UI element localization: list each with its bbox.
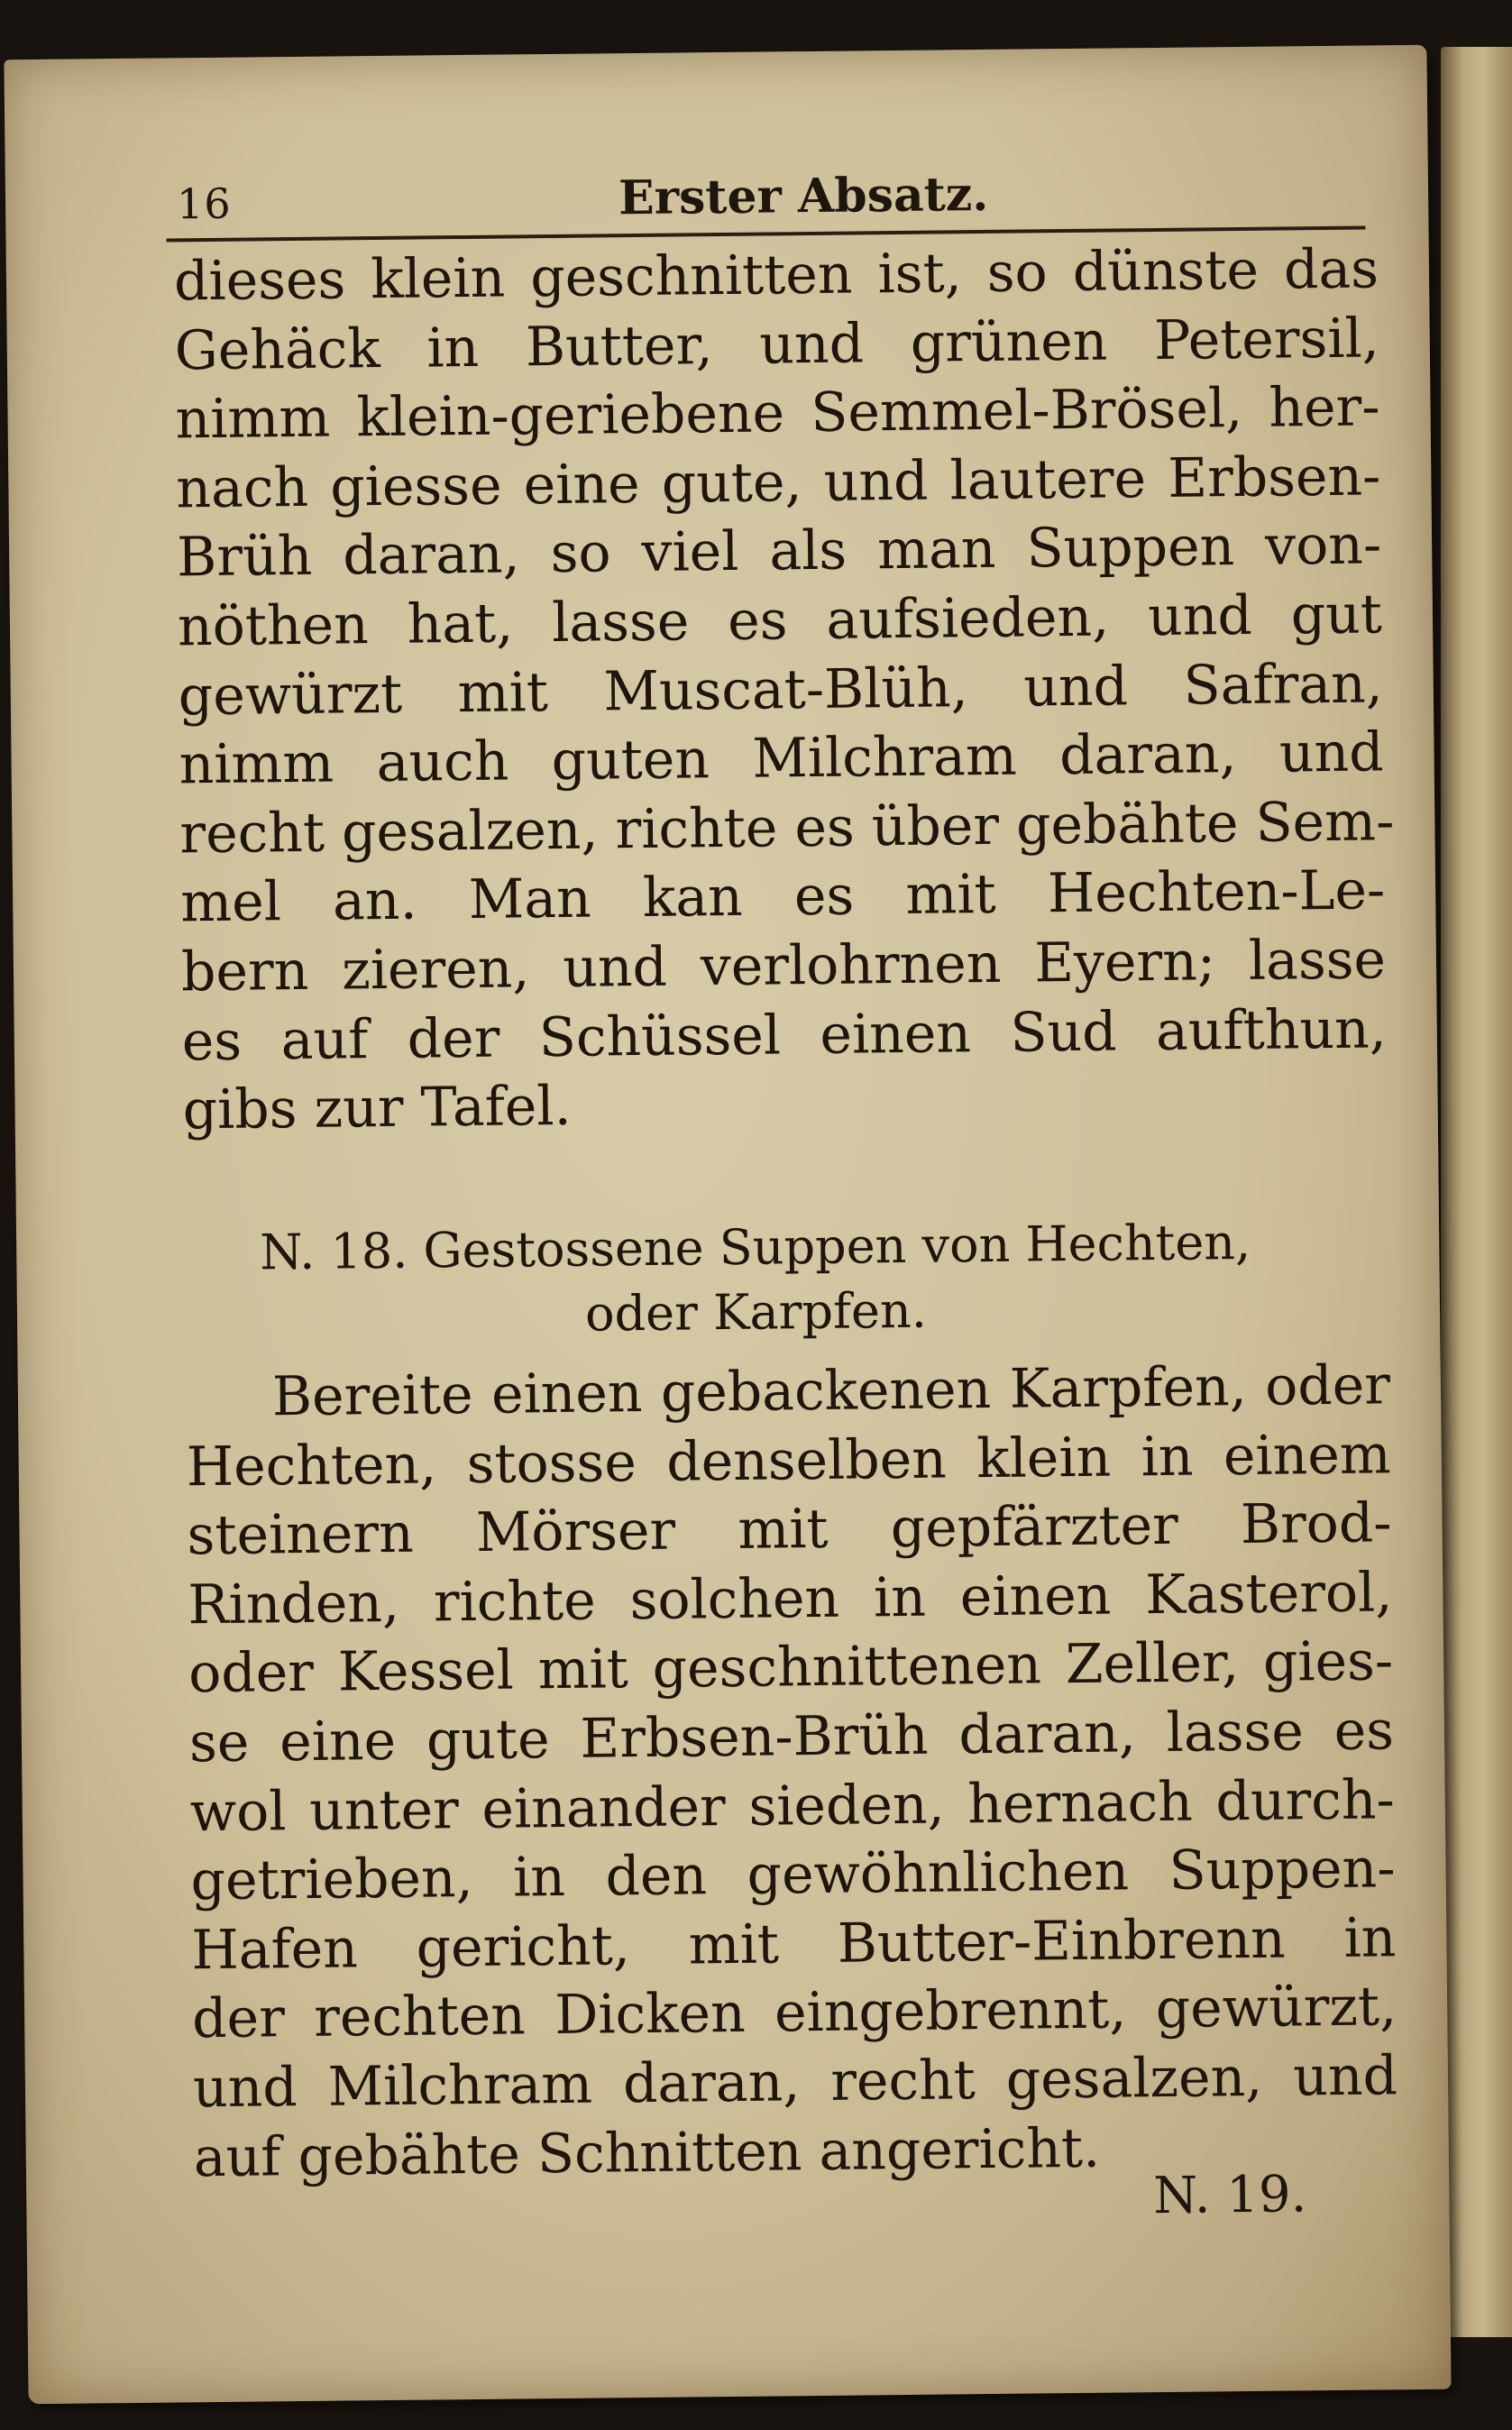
text-line: bern zieren, und verlohrnen Eyern; lasse	[180, 928, 1387, 1004]
text-line: auf gebähte Schnitten angericht.	[193, 2116, 1101, 2189]
text-line: nimm auch guten Milchram daran, und	[179, 720, 1384, 797]
text-line: gibs zur Tafel.	[182, 1074, 572, 1142]
text-line: Bereite einen gebackenen Karpfen, oder	[271, 1353, 1391, 1429]
text-line: Hafen gericht, mit Butter-Einbrenn in	[191, 1906, 1397, 1983]
text-line: der rechten Dicken eingebrennt, gewürzt,	[191, 1975, 1397, 2051]
text-line: nach giesse eine gute, und lautere Erbsen-	[176, 445, 1381, 521]
text-line: gewürzt mit Muscat-Blüh, und Safran,	[178, 651, 1384, 728]
text-line: dieses klein geschnitten ist, so dünste das	[173, 237, 1379, 314]
text-line: Brüh daran, so viel als man Suppen von-	[176, 513, 1382, 590]
paragraph-continued	[173, 234, 1395, 1145]
running-head: Erster Absatz.	[618, 166, 989, 226]
recipe-paragraph	[186, 1351, 1399, 2192]
text-line: steinern Mörser mit gepfärzter Brod-	[187, 1491, 1392, 1568]
text-line: recht gesalzen, richte es über gebähte Sem-	[179, 789, 1395, 867]
heading-line: N. 18. Gestossene Suppen von Hechten,	[259, 1213, 1251, 1281]
text-line: oder Kessel mit geschnittenen Zeller, gies-	[188, 1629, 1394, 1706]
text-line: es auf der Schüssel einen Sud aufthun,	[181, 996, 1388, 1073]
heading-line: oder Karpfen.	[584, 1281, 928, 1343]
text-line: und Milchram daran, recht gesalzen, und	[192, 2044, 1398, 2121]
facing-page-edge	[1441, 47, 1512, 2337]
catchword: N. 19.	[1152, 2165, 1307, 2226]
text-line: getrieben, in den gewöhnlichen Suppen-	[190, 1837, 1396, 1913]
text-line: nöthen hat, lasse es aufsieden, und gut	[177, 582, 1383, 659]
page-number: 16	[176, 179, 232, 229]
text-line: Hechten, stosse denselben klein in einem	[186, 1422, 1392, 1499]
text-line: wol unter einander sieden, hernach durch-	[189, 1767, 1396, 1844]
text-line: Rinden, richte solchen in einen Kasterol,	[188, 1561, 1393, 1637]
text-line: se eine gute Erbsen-Brüh daran, lasse es	[188, 1699, 1395, 1775]
recipe-heading	[260, 1209, 1342, 1351]
text-line: mel an. Man kan es mit Hechten-Le-	[179, 858, 1386, 935]
text-line: nimm klein-geriebene Semmel-Brösel, her-	[175, 375, 1380, 452]
book-page	[4, 45, 1451, 2404]
text-line: Gehäck in Butter, und grünen Petersil,	[174, 306, 1380, 382]
